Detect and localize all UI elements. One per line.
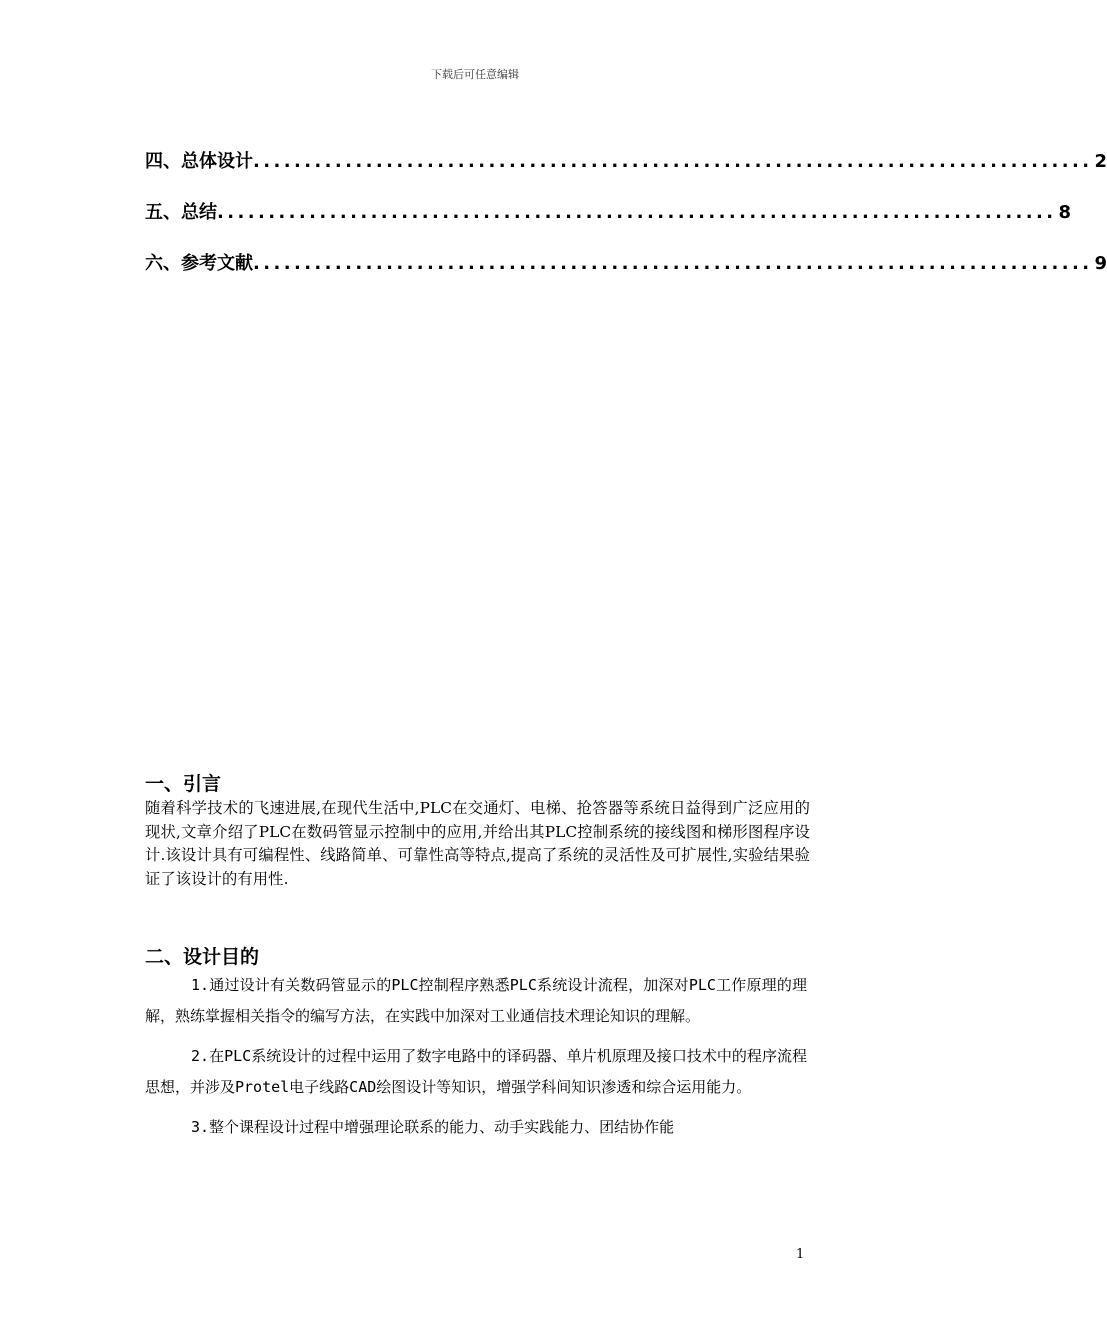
purpose-paragraph-1: 1.通过设计有关数码管显示的PLC控制程序熟悉PLC系统设计流程，加深对PLC工作原理的理解，熟练掌握相关指令的编写方法，在实践中加深对工业通信技术理论知识的理解。 xyxy=(145,976,807,1025)
purpose-paragraph-2: 2.在PLC系统设计的过程中运用了数字电路中的译码器、单片机原理及接口技术中的程序流程思想，并涉及Protel电子线路CAD绘图设计等知识，增强学科间知识渗透和综合运用能力。 xyxy=(145,1047,807,1096)
purpose-heading: 二、设计目的 xyxy=(145,946,260,968)
toc-entry-page: 9 xyxy=(1094,253,1107,274)
toc-dot-leader: .................................................................................. xyxy=(253,253,1093,274)
toc-entry-page: 2 xyxy=(1094,151,1107,172)
intro-paragraph: 随着科学技术的飞速进展,在现代生活中,PLC在交通灯、电梯、抢答器等系统日益得到广泛应用的现状,文章介绍了PLC在数码管显示控制中的应用,并给出其PLC控制系统的接线图和梯形图程序设计.该设计具有可编程性、线路简单、可靠性高等特点,提高了系统的灵活性及可扩展性,实验结果验证了该设计的有用性. xyxy=(145,799,810,888)
page-header: 下载后可任意编辑 xyxy=(431,68,519,81)
intro-heading: 一、引言 xyxy=(145,773,222,795)
toc-entry-references[interactable] xyxy=(145,250,1107,276)
toc-entry-title: 四、总体设计 xyxy=(145,151,253,172)
toc-entry-title: 五、总结 xyxy=(145,202,217,223)
toc-dot-leader: .................................................................................. xyxy=(217,202,1057,223)
purpose-body xyxy=(145,970,807,1153)
toc-entry-title: 六、参考文献 xyxy=(145,253,253,274)
toc-entry-page: 8 xyxy=(1058,202,1072,223)
toc-dot-leader: .................................................................................. xyxy=(253,151,1093,172)
purpose-paragraph-3: 3.整个课程设计过程中增强理论联系的能力、动手实践能力、团结协作能 xyxy=(191,1118,675,1136)
toc-entry-summary[interactable] xyxy=(145,199,1072,225)
toc-entry-overall-design[interactable] xyxy=(145,148,1107,174)
page-number: 1 xyxy=(796,1247,805,1262)
